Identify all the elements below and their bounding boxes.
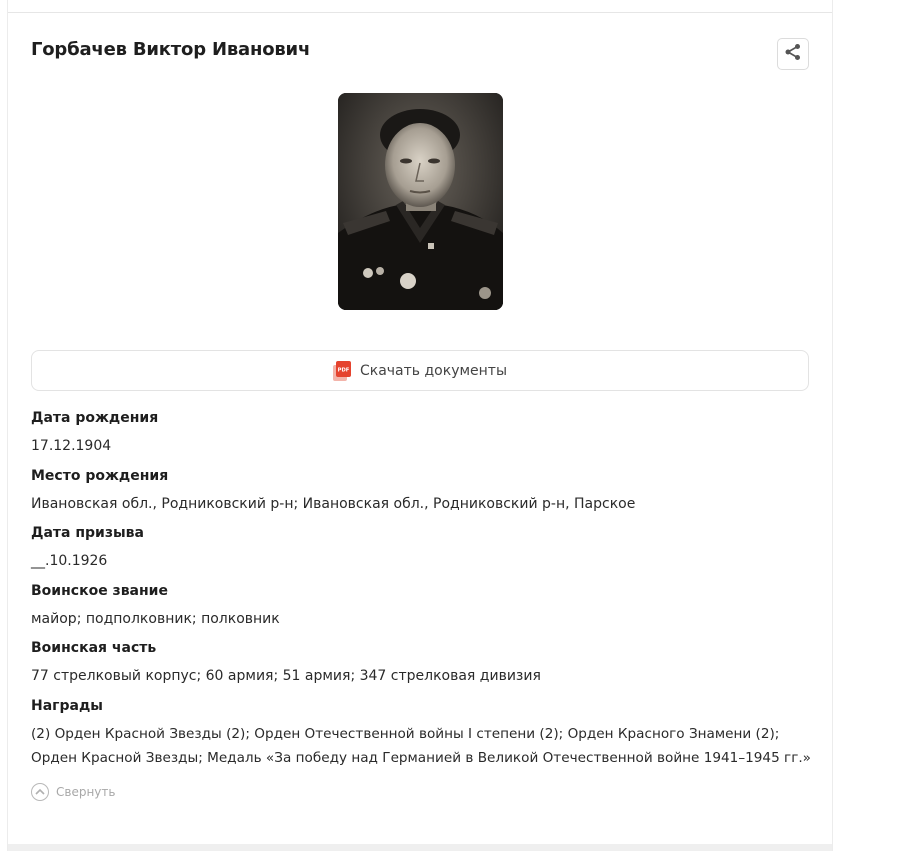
- field-birth-date: [31, 410, 811, 458]
- field-conscription-date: [31, 525, 811, 573]
- field-value: 17.12.1904: [31, 438, 112, 454]
- person-card: [7, 0, 833, 851]
- field-label: Дата призыва: [31, 525, 144, 541]
- download-documents-label: Скачать документы: [359, 362, 508, 379]
- field-label: Дата рождения: [31, 410, 159, 426]
- pdf-icon: [333, 361, 351, 381]
- field-value: 77 стрелковый корпус; 60 армия; 51 армия; 347 стрелковая дивизия: [31, 668, 541, 684]
- svg-text:PDF: PDF: [337, 367, 350, 373]
- field-value: майор; подполковник; полковник: [31, 611, 280, 627]
- person-name: Горбачев Виктор Иванович: [31, 39, 311, 60]
- field-value: (2) Орден Красной Звезды (2); Орден Отечественной войны I степени (2); Орден Красного Знамени (2); Орден Красной Звезды; Медаль «За победу над Германией в Великой Отечественной войне 1941–1945 гг.»: [31, 726, 811, 766]
- download-documents-button[interactable]: [31, 350, 809, 391]
- field-value: __.10.1926: [31, 553, 108, 569]
- bottom-divider: [8, 844, 832, 851]
- field-birth-place: [31, 468, 811, 516]
- field-awards: [31, 698, 811, 770]
- collapse-button[interactable]: [31, 783, 115, 801]
- field-label: Награды: [31, 698, 103, 714]
- field-military-unit: [31, 640, 811, 688]
- chevron-up-icon: [31, 783, 49, 801]
- field-military-rank: [31, 583, 811, 631]
- field-label: Воинское звание: [31, 583, 168, 599]
- field-label: Воинская часть: [31, 640, 157, 656]
- share-button[interactable]: [777, 38, 809, 70]
- collapse-label: Свернуть: [56, 785, 116, 799]
- field-value: Ивановская обл., Родниковский р-н; Ивановская обл., Родниковский р-н, Парское: [31, 496, 636, 512]
- portrait-photo[interactable]: [338, 93, 503, 310]
- top-divider: [8, 12, 832, 13]
- field-label: Место рождения: [31, 468, 169, 484]
- share-icon: [784, 43, 802, 65]
